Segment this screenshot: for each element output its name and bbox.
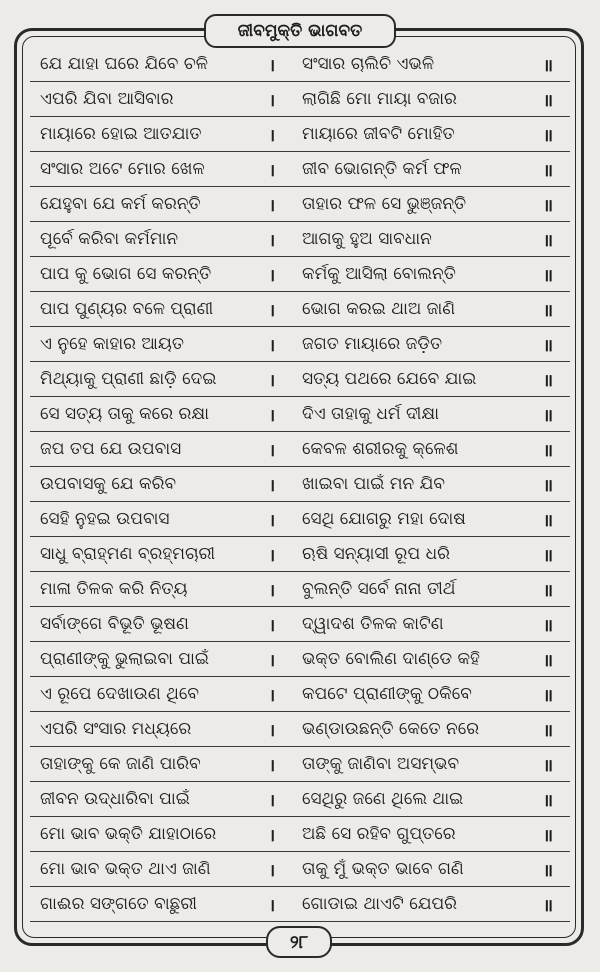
- page-number: ୨୮: [289, 931, 309, 953]
- verse-row: [30, 816, 570, 852]
- verse-second-half: ଭକ୍ତ ବୋଲିଣ ଦାଣ୍ଡେ କହି: [302, 649, 480, 669]
- verse-end-mark: ॥: [542, 755, 554, 776]
- verse-first-half: ଜପ ତପ ଯେ ଉପବାସ: [40, 439, 182, 459]
- half-verse-separator: ।: [268, 650, 276, 671]
- verse-end-mark: ॥: [542, 860, 554, 881]
- verse-first-half: ଯେହୁବା ଯେ କର୍ମ କରନ୍ତି: [40, 194, 201, 214]
- verse-end-mark: ॥: [542, 90, 554, 111]
- verse-row: [30, 676, 570, 712]
- page-title-text: ଜୀବମୁକ୍ତି ଭାଗବତ: [237, 21, 363, 41]
- verse-list: [30, 46, 570, 922]
- half-verse-separator: ।: [268, 335, 276, 356]
- verse-second-half: ସତ୍ୟ ପଥରେ ଯେବେ ଯାଇ: [302, 369, 477, 389]
- verse-end-mark: ॥: [542, 510, 554, 531]
- verse-row: [30, 396, 570, 432]
- verse-row: [30, 326, 570, 362]
- verse-end-mark: ॥: [542, 160, 554, 181]
- verse-second-half: କେବଳ ଶରୀରକୁ କ୍ଳେଶ: [302, 439, 459, 459]
- half-verse-separator: ।: [268, 195, 276, 216]
- verse-second-half: ଋଷି ସନ୍ୟାସୀ ରୂପ ଧରି: [302, 544, 450, 564]
- verse-second-half: ଅଛି ସେ ରହିବ ଗୁପ୍ତରେ: [302, 824, 456, 844]
- half-verse-separator: ।: [268, 440, 276, 461]
- half-verse-separator: ।: [268, 615, 276, 636]
- verse-first-half: ମୋ ଭାବ ଭକ୍ତି ଯାହାଠାରେ: [40, 824, 217, 844]
- verse-end-mark: ॥: [542, 580, 554, 601]
- half-verse-separator: ।: [268, 300, 276, 321]
- half-verse-separator: ।: [268, 685, 276, 706]
- verse-first-half: ଯେ ଯାହା ଘରେ ଯିବେ ଚଳି: [40, 54, 209, 74]
- verse-second-half: ସେଥି ଯୋଗରୁ ମହା ଦୋଷ: [302, 509, 466, 529]
- verse-second-half: ଜଗତ ମାୟାରେ ଜଡ଼ିତ: [302, 334, 443, 354]
- verse-row: [30, 186, 570, 222]
- half-verse-separator: ।: [268, 790, 276, 811]
- half-verse-separator: ।: [268, 230, 276, 251]
- verse-row: [30, 606, 570, 642]
- verse-first-half: ସଂସାର ଅଟେ ମୋର ଖେଳ: [40, 159, 205, 179]
- verse-row: [30, 886, 570, 922]
- verse-second-half: ଦ୍ୱାଦଶ ତିଳକ କାଟିଣ: [302, 614, 444, 634]
- half-verse-separator: ।: [268, 510, 276, 531]
- verse-end-mark: ॥: [542, 370, 554, 391]
- verse-end-mark: ॥: [542, 125, 554, 146]
- verse-end-mark: ॥: [542, 300, 554, 321]
- verse-second-half: ଜୀବ ଭୋଗନ୍ତି କର୍ମ ଫଳ: [302, 159, 462, 179]
- half-verse-separator: ।: [268, 580, 276, 601]
- verse-first-half: ଏ ନୁହେ କାହାର ଆୟତ: [40, 334, 185, 354]
- verse-end-mark: ॥: [542, 545, 554, 566]
- verse-first-half: ସର୍ବାଙ୍ଗେ ବିଭୂତି ଭୂଷଣ: [40, 614, 189, 634]
- verse-first-half: ଉପବାସକୁ ଯେ କରିବ: [40, 474, 177, 494]
- verse-second-half: ତାହାର ଫଳ ସେ ଭୁଞ୍ଜନ୍ତି: [302, 194, 467, 214]
- verse-end-mark: ॥: [542, 335, 554, 356]
- half-verse-separator: ।: [268, 825, 276, 846]
- verse-row: [30, 851, 570, 887]
- verse-end-mark: ॥: [542, 790, 554, 811]
- verse-end-mark: ॥: [542, 195, 554, 216]
- verse-second-half: ଖାଇବା ପାଇଁ ମନ ଯିବ: [302, 474, 445, 494]
- verse-second-half: ଦିଏ ତାହାକୁ ଧର୍ମ ଦୀକ୍ଷା: [302, 404, 439, 424]
- verse-end-mark: ॥: [542, 720, 554, 741]
- verse-first-half: ତାହାଙ୍କୁ କେ ଜାଣି ପାରିବ: [40, 754, 201, 774]
- half-verse-separator: ।: [268, 370, 276, 391]
- verse-row: [30, 151, 570, 187]
- verse-second-half: ତାଙ୍କୁ ଜାଣିବା ଅସମ୍ଭବ: [302, 754, 460, 774]
- page-number-badge: [266, 926, 332, 958]
- verse-end-mark: ॥: [542, 825, 554, 846]
- verse-first-half: ପ୍ରାଣୀଙ୍କୁ ଭୁଲାଇବା ପାଇଁ: [40, 649, 210, 669]
- verse-end-mark: ॥: [542, 405, 554, 426]
- verse-end-mark: ॥: [542, 615, 554, 636]
- page-title: [204, 14, 396, 48]
- verse-row: [30, 291, 570, 327]
- verse-row: [30, 221, 570, 257]
- verse-first-half: ଏ ରୂପେ ଦେଖାଉଣ ଥିବେ: [40, 684, 199, 704]
- verse-end-mark: ॥: [542, 685, 554, 706]
- half-verse-separator: ।: [268, 720, 276, 741]
- verse-end-mark: ॥: [542, 265, 554, 286]
- verse-row: [30, 746, 570, 782]
- verse-end-mark: ॥: [542, 55, 554, 76]
- verse-row: [30, 116, 570, 152]
- verse-first-half: ସେହି ନୁହଇ ଉପବାସ: [40, 509, 170, 529]
- verse-row: [30, 431, 570, 467]
- half-verse-separator: ।: [268, 125, 276, 146]
- verse-first-half: ଗାଈର ସଙ୍ଗତେ ବାଛୁରୀ: [40, 894, 197, 914]
- verse-second-half: କର୍ମକୁ ଆସିଲା ବୋଲନ୍ତି: [302, 264, 456, 284]
- half-verse-separator: ।: [268, 160, 276, 181]
- verse-end-mark: ॥: [542, 650, 554, 671]
- verse-second-half: ସେଥିରୁ ଜଣେ ଥିଲେ ଥାଇ: [302, 789, 464, 809]
- verse-first-half: ମିଥ୍ୟାକୁ ପ୍ରାଣୀ ଛାଡ଼ି ଦେଇ: [40, 369, 217, 389]
- half-verse-separator: ।: [268, 895, 276, 916]
- verse-end-mark: ॥: [542, 230, 554, 251]
- verse-row: [30, 81, 570, 117]
- verse-first-half: ସେ ସତ୍ୟ ତାକୁ କରେ ରକ୍ଷା: [40, 404, 209, 424]
- verse-first-half: ଜୀବନ ଉଦ୍ଧାରିବା ପାଇଁ: [40, 789, 190, 809]
- verse-second-half: କପଟେ ପ୍ରାଣୀଙ୍କୁ ଠକିବେ: [302, 684, 472, 704]
- half-verse-separator: ।: [268, 755, 276, 776]
- verse-first-half: ପୂର୍ବେ କରିବା କର୍ମମାନ: [40, 229, 179, 249]
- verse-row: [30, 711, 570, 747]
- verse-second-half: ସଂସାର ଚାଲିଚି ଏଭଳି: [302, 54, 435, 74]
- verse-second-half: ତାକୁ ମୁଁ ଭକ୍ତ ଭାବେ ଗଣି: [302, 859, 464, 879]
- verse-second-half: ଭୋଗ କରଇ ଥାଅ ଜାଣି: [302, 299, 456, 319]
- verse-end-mark: ॥: [542, 895, 554, 916]
- verse-second-half: ବୁଲନ୍ତି ସର୍ବେ ନାନା ତୀର୍ଥ: [302, 579, 456, 599]
- verse-row: [30, 641, 570, 677]
- verse-row: [30, 781, 570, 817]
- half-verse-separator: ।: [268, 860, 276, 881]
- verse-first-half: ଏପରି ସଂସାର ମଧ୍ୟରେ: [40, 719, 192, 739]
- verse-row: [30, 501, 570, 537]
- verse-end-mark: ॥: [542, 440, 554, 461]
- verse-end-mark: ॥: [542, 475, 554, 496]
- verse-row: [30, 536, 570, 572]
- verse-second-half: ଗୋଡାଇ ଥାଏଟି ଯେପରି: [302, 894, 458, 914]
- verse-row: [30, 466, 570, 502]
- half-verse-separator: ।: [268, 545, 276, 566]
- verse-second-half: ଆଗକୁ ହୁଅ ସାବଧାନ: [302, 229, 432, 249]
- verse-second-half: ମାୟାରେ ଜୀବଟି ମୋହିତ: [302, 124, 455, 144]
- half-verse-separator: ।: [268, 405, 276, 426]
- verse-row: [30, 571, 570, 607]
- verse-row: [30, 256, 570, 292]
- verse-second-half: ଲାଗିଛି ମୋ ମାୟା ବଜାର: [302, 89, 457, 109]
- verse-first-half: ମୋ ଭାବ ଭକ୍ତ ଥାଏ ଜାଣି: [40, 859, 211, 879]
- verse-first-half: ମାୟାରେ ହୋଇ ଆତଯାତ: [40, 124, 202, 144]
- half-verse-separator: ।: [268, 55, 276, 76]
- verse-first-half: ପାପ ପୁଣ୍ୟର ବଳେ ପ୍ରାଣୀ: [40, 299, 214, 319]
- half-verse-separator: ।: [268, 475, 276, 496]
- verse-first-half: ସାଧୁ ବ୍ରାହ୍ମଣ ବ୍ରହ୍ମଚାରୀ: [40, 544, 216, 564]
- half-verse-separator: ।: [268, 265, 276, 286]
- verse-row: [30, 361, 570, 397]
- half-verse-separator: ।: [268, 90, 276, 111]
- verse-row: [30, 46, 570, 82]
- verse-second-half: ଭଣ୍ଡାଉଛନ୍ତି କେତେ ନରେ: [302, 719, 480, 739]
- verse-first-half: ଏପରି ଯିବା ଆସିବାର: [40, 89, 174, 109]
- verse-first-half: ପାପ କୁ ଭୋଗ ସେ କରନ୍ତି: [40, 264, 212, 284]
- verse-first-half: ମାଳା ତିଳକ କରି ନିତ୍ୟ: [40, 579, 188, 599]
